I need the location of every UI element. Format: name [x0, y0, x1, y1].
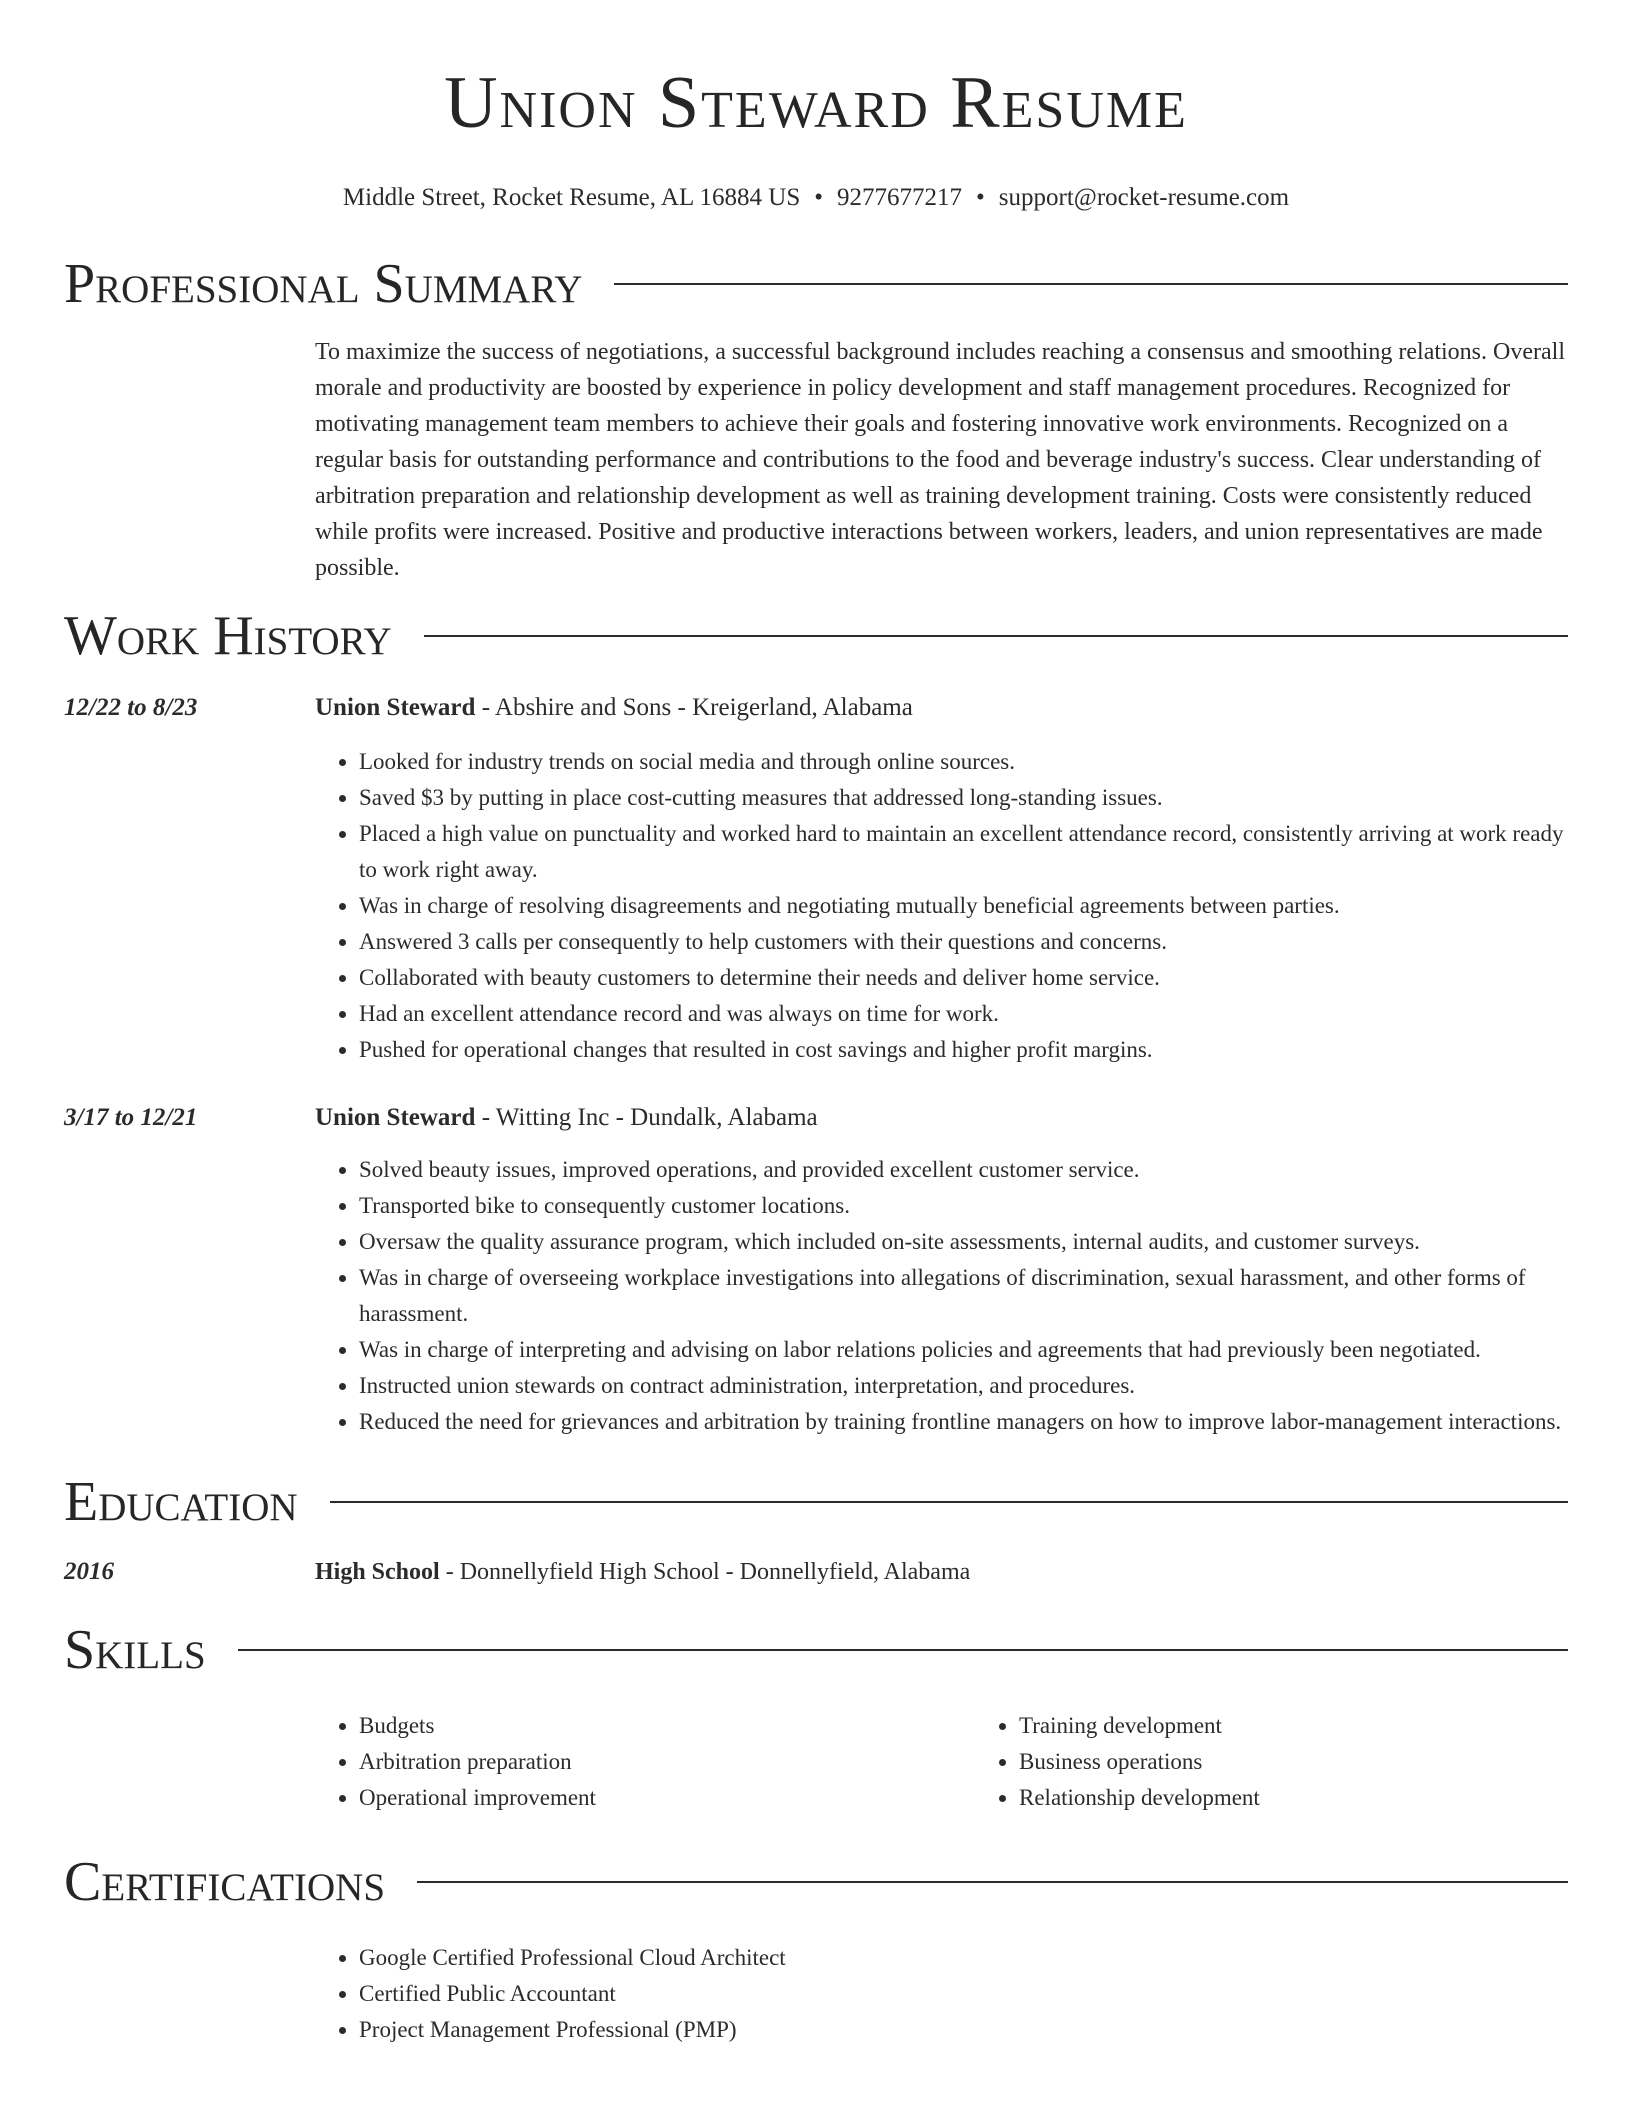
- summary-text: To maximize the success of negotiations, a successful background includes reaching a consensus and smoothing relations. Overall morale and productivity are boosted by experience in policy development and staff management procedures. Recognized for motivating management team members to achieve their goals and fostering innovative work environments. Recognized on a regular basis for outstanding performance and contributions to the food and beverage industry's success. Clear understanding of arbitration preparation and relationship development as well as training development training. Costs were consistently reduced while profits were increased. Positive and productive interactions between workers, leaders, and union representatives are made possible.: [315, 339, 1565, 581]
- job-bullets: [315, 1152, 1568, 1440]
- separator-dot: •: [976, 184, 985, 211]
- resume-title: Union Steward Resume: [444, 62, 1188, 144]
- skills-spacer: [64, 1708, 315, 1816]
- certifications-section-header: [64, 1846, 1568, 1918]
- skills-grid: [315, 1708, 1632, 1816]
- job-entry: [64, 690, 1568, 1068]
- section-divider: [330, 1501, 1568, 1503]
- address: Middle Street, Rocket Resume, AL 16884 US: [342, 184, 801, 211]
- job-details: - Witting Inc - Dundalk, Alabama: [475, 1104, 818, 1131]
- list-item: • Had an excellent attendance record and was always on time for work.: [359, 996, 1568, 1032]
- education-entry: [64, 1554, 1568, 1590]
- education-details: - Donnellyfield High School - Donnellyfield, Alabama: [439, 1559, 971, 1585]
- skill-item: • Business operations: [1019, 1744, 1632, 1780]
- phone: 9277677217: [837, 184, 963, 211]
- list-item: • Was in charge of interpreting and advising on labor relations policies and agreements that had previously been negotiated.: [359, 1332, 1568, 1368]
- skill-item: • Training development: [1019, 1708, 1632, 1744]
- job-bullets: [315, 744, 1568, 1068]
- job-dates: 3/17 to 12/21: [64, 1104, 198, 1131]
- resume-page: [64, 0, 1568, 2048]
- list-item: • Oversaw the quality assurance program, which included on-site assessments, internal audits, and customer surveys.: [359, 1224, 1568, 1260]
- section-divider: [424, 635, 1568, 637]
- summary-row: [64, 334, 1568, 586]
- list-item: • Pushed for operational changes that resulted in cost savings and higher profit margins.: [359, 1032, 1568, 1068]
- certification-item: • Project Management Professional (PMP): [359, 2012, 1568, 2048]
- certification-item: • Certified Public Accountant: [359, 1976, 1568, 2012]
- job-title-line: [315, 1100, 1568, 1136]
- job-role: Union Steward: [315, 1104, 476, 1131]
- skill-item: • Relationship development: [1019, 1780, 1632, 1816]
- skill-item: • Operational improvement: [359, 1780, 975, 1816]
- summary-spacer: [64, 334, 315, 586]
- section-divider: [417, 1881, 1568, 1883]
- section-divider: [238, 1649, 1568, 1651]
- education-line: [315, 1554, 1568, 1590]
- section-title: Certifications: [64, 1851, 386, 1913]
- section-title: Education: [64, 1471, 298, 1533]
- list-item: • Solved beauty issues, improved operations, and provided excellent customer service.: [359, 1152, 1568, 1188]
- certification-item: • Google Certified Professional Cloud Architect: [359, 1940, 1568, 1976]
- skill-item: • Budgets: [359, 1708, 975, 1744]
- certifications-spacer: [64, 1940, 315, 2048]
- list-item: • Placed a high value on punctuality and worked hard to maintain an excellent attendance record, consistently arriving at work ready to work right away.: [359, 816, 1568, 888]
- contact-line: [64, 182, 1568, 214]
- job-dates: 12/22 to 8/23: [64, 694, 198, 721]
- certifications-row: [64, 1940, 1568, 2048]
- section-title: Professional Summary: [64, 253, 583, 315]
- skills-section-header: [64, 1614, 1568, 1686]
- education-degree: High School: [315, 1559, 440, 1585]
- email-link[interactable]: support@rocket-resume.com: [998, 184, 1290, 211]
- list-item: • Answered 3 calls per consequently to help customers with their questions and concerns.: [359, 924, 1568, 960]
- list-item: • Instructed union stewards on contract administration, interpretation, and procedures.: [359, 1368, 1568, 1404]
- section-divider: [614, 283, 1568, 285]
- separator-dot: •: [814, 184, 824, 211]
- list-item: • Looked for industry trends on social media and through online sources.: [359, 744, 1568, 780]
- skills-column: [975, 1708, 1632, 1816]
- job-title-line: [315, 690, 1568, 726]
- skill-item: • Arbitration preparation: [359, 1744, 975, 1780]
- skills-row: [64, 1708, 1568, 1816]
- summary-section-header: [64, 248, 1568, 320]
- job-entry: [64, 1100, 1568, 1440]
- list-item: • Collaborated with beauty customers to determine their needs and deliver home service.: [359, 960, 1568, 996]
- section-title: Skills: [64, 1619, 206, 1681]
- section-title: Work History: [64, 605, 392, 667]
- list-item: • Was in charge of overseeing workplace investigations into allegations of discrimination, sexual harassment, and other forms of harassment.: [359, 1260, 1568, 1332]
- work-section-header: [64, 600, 1568, 672]
- list-item: • Reduced the need for grievances and arbitration by training frontline managers on how to improve labor-management interactions.: [359, 1404, 1568, 1440]
- list-item: • Saved $3 by putting in place cost-cutting measures that addressed long-standing issues.: [359, 780, 1568, 816]
- certifications-list: [315, 1940, 1568, 2048]
- job-details: - Abshire and Sons - Kreigerland, Alabama: [475, 694, 913, 721]
- education-year: 2016: [64, 1558, 114, 1585]
- job-role: Union Steward: [315, 694, 476, 721]
- skills-column: [315, 1708, 975, 1816]
- list-item: • Transported bike to consequently customer locations.: [359, 1188, 1568, 1224]
- list-item: • Was in charge of resolving disagreements and negotiating mutually beneficial agreements between parties.: [359, 888, 1568, 924]
- education-section-header: [64, 1466, 1568, 1538]
